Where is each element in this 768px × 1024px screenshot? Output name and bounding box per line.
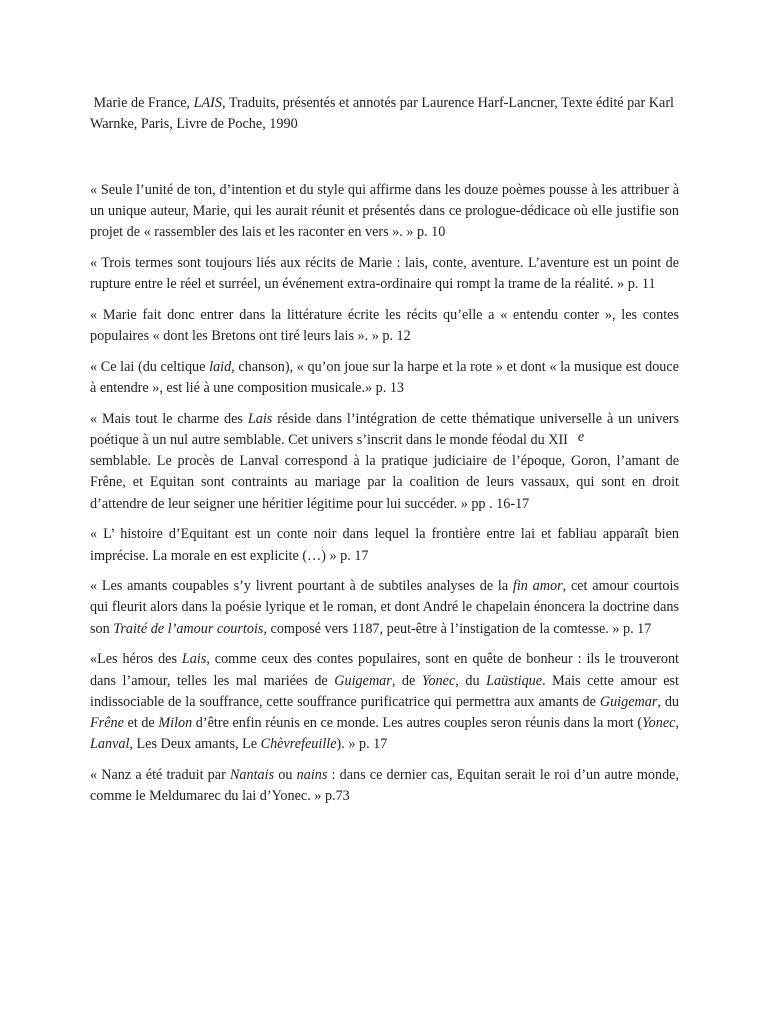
quote-text: , Les Deux amants, Le [129, 736, 261, 753]
quote-paragraph [90, 576, 679, 640]
quote-italic: fin amor [512, 578, 563, 595]
citation-title: LAIS, [193, 95, 226, 111]
citation [90, 93, 690, 134]
quote-text: « Nanz a été traduit par [90, 766, 230, 783]
quote-text: « Les amants coupables s’y livrent pourtant à de subtiles analyses de la [90, 578, 513, 595]
quote-text: « Mais tout le charme des [90, 410, 248, 427]
quote-italic: Guigemar [334, 672, 392, 689]
quote-italic: Frêne [90, 714, 124, 731]
quote-text: « Marie fait donc entrer dans la littérature écrite les récits qu’elle a « entendu conter », les contes populaires « dont les Bretons ont tiré leurs lais ». » p. 12 [90, 307, 679, 345]
century-superscript: e [577, 429, 585, 446]
bibliographic-header [90, 93, 690, 134]
quote-italic: nains [296, 766, 328, 783]
quote-italic: Milon [158, 714, 193, 731]
quote-italic: Yonec [421, 672, 456, 689]
quote-italic: Lais [247, 410, 273, 427]
quote-text: « Seule l’unité de ton, d’intention et du style qui affirme dans les douze poèmes pousse à les attribuer à un unique auteur, Marie, qui les aurait réunit et présentés dans ce prologue-dédicace où elle justifie son projet de « rassembler des lais et les raconter en vers ». » p. 10 [90, 182, 679, 241]
quote-text: , [675, 714, 679, 731]
quote-text: , comme ceux des contes populaires, sont en quête de bonheur : ils le trouveront dans l’amour, telles les mal mariées de [90, 651, 679, 689]
quote-paragraph [90, 765, 679, 807]
quote-text: d’être enfin réunis en ce monde. Les autres couples seron réunis dans la mort ( [192, 714, 643, 731]
quote-text: , cet amour courtois qui fleurit alors dans la poésie lyrique et le roman, et dont André le chapelain énoncera la doctrine dans son [90, 578, 679, 637]
quote-italic: Yonec [642, 714, 676, 731]
quote-paragraph [90, 409, 679, 515]
quote-text: . Mais cette amour est indissociable de la souffrance, cette souffrance purificatrice qui permettra aux amants de [90, 672, 680, 710]
quote-paragraph [90, 649, 679, 755]
citation-details: Traduits, présentés et annotés par Laurence Harf-Lancner, Texte édité par Karl Warnke, Paris, Livre de Poche, 1990 [90, 95, 674, 132]
quote-italic: laid [209, 358, 232, 375]
quotes-section [90, 180, 679, 817]
quote-italic: Chèvrefeuille [260, 736, 337, 753]
quote-text: « Ce lai (du celtique [90, 358, 210, 375]
quote-paragraph [90, 305, 679, 347]
quote-paragraph [90, 253, 679, 295]
quote-text: et de [123, 714, 159, 731]
quote-italic: Lanval [90, 736, 130, 753]
quote-paragraph [90, 357, 679, 399]
quote-italic: Laüstique [486, 672, 543, 689]
quote-text: , du [455, 672, 487, 689]
quote-text: «Les héros des [90, 651, 182, 668]
quote-text: réside dans l’intégration de cette thématique universelle à un univers poétique à un nul autre semblable. Cet univers s’inscrit dans le monde féodal du XII [90, 410, 680, 449]
quote-text: ou [274, 766, 297, 783]
quote-paragraph [90, 524, 679, 566]
quote-text: « Trois termes sont toujours liés aux récits de Marie : lais, conte, aventure. L’aventure est un point de rupture entre le réel et surréel, un événement extra-ordinaire qui rompt la trame de la réalité. » p. 11 [90, 255, 679, 293]
quote-paragraph [90, 180, 679, 244]
quote-text: , composé vers 1187, peut-être à l’instigation de la comtesse. » p. 17 [263, 620, 652, 637]
quote-text: , du [657, 693, 680, 710]
quote-text: , de [391, 672, 422, 689]
quote-italic: Nantais [229, 766, 275, 783]
quote-text: : dans ce dernier cas, Equitan serait le roi d’un autre monde, comme le Meldumarec du lai d’Yonec. » p.73 [90, 766, 680, 805]
quote-text: , chanson), « qu’on joue sur la harpe et la rote » et dont « la musique est douce à entendre », est lié à une composition musicale.» p. 13 [90, 358, 679, 397]
quote-italic: Traité de l’amour courtois [113, 620, 264, 637]
quote-italic: Guigemar [599, 693, 658, 710]
quote-text: semblable. Le procès de Lanval correspond à la pratique judiciaire de l’époque, Goron, l’amant de Frêne, et Equitan sont contraints au mariage par la coalition de leurs vassaux, qui sont en droit d’attendre de leur seigner une héritier légitime pour lui succéder. » pp . 16-17 [90, 453, 679, 512]
quote-text: « L’ histoire d’Equitant est un conte noir dans lequel la frontière entre lai et fabliau apparaît bien imprécise. La morale en est explicite (…) » p. 17 [90, 526, 679, 564]
quote-italic: Lais [181, 651, 207, 668]
quote-text: ). » p. 17 [336, 736, 388, 753]
citation-author: Marie de France, [93, 95, 191, 111]
